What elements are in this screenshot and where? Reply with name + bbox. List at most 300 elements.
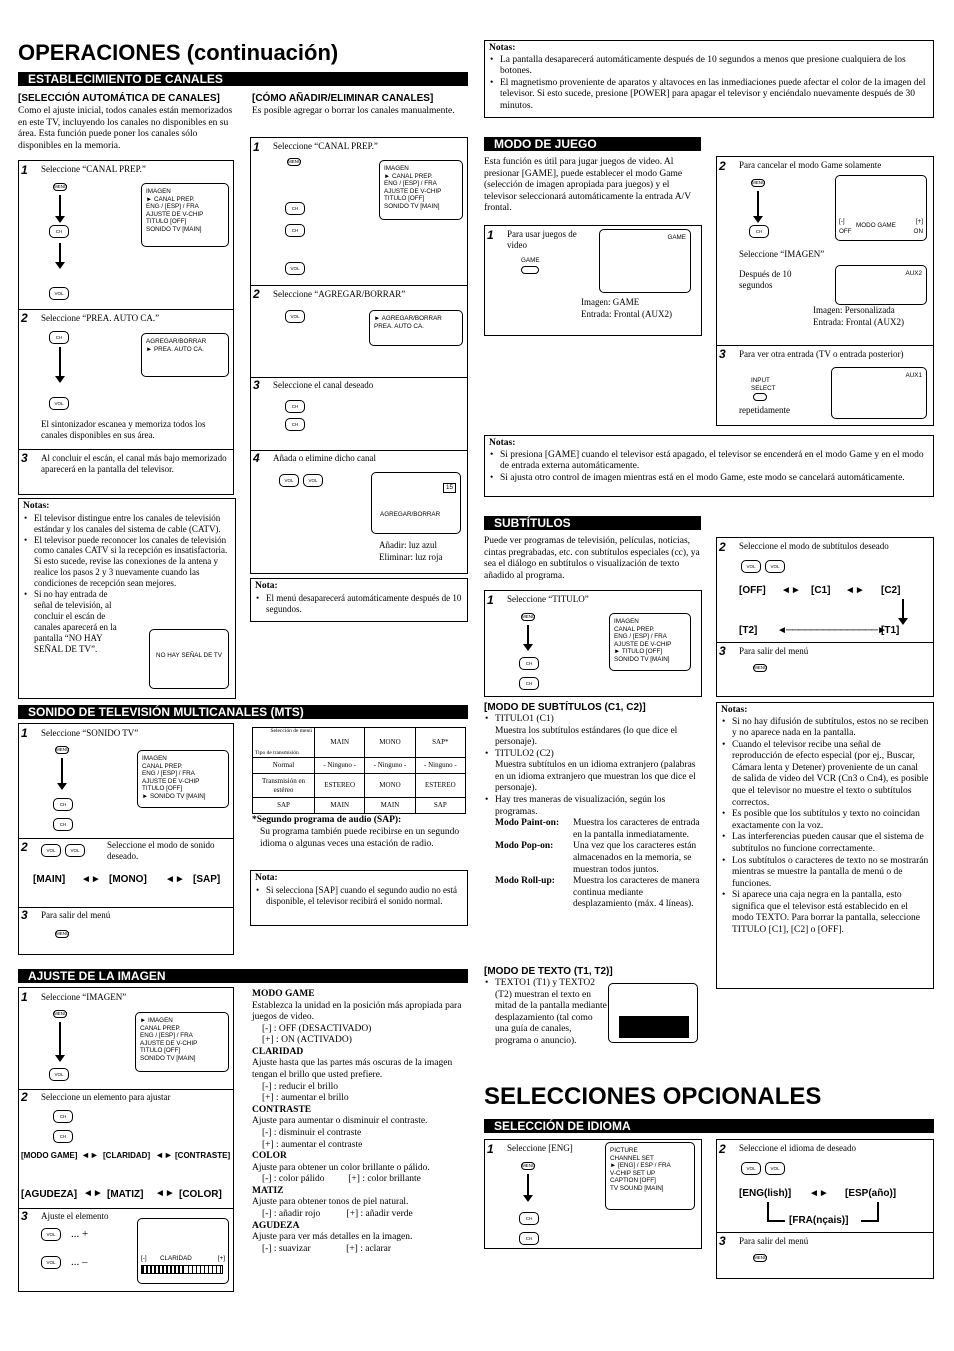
text-mode-list	[484, 978, 608, 1047]
menu-line: ► CANAL PREP.	[146, 195, 195, 203]
item-text: Establezca la unidad en la posición más apropiada para juegos de video.	[252, 1000, 462, 1023]
input-select-label: INPUT SELECT	[751, 377, 776, 392]
table-col-header: MAIN	[315, 728, 365, 758]
mts-seq-main: [MAIN]	[33, 874, 66, 885]
table-cell: - Ninguno -	[315, 758, 365, 774]
mode-key: Modo Roll-up:	[495, 876, 555, 887]
notes-title: Notas:	[489, 43, 516, 53]
note-item: • Si aparece una caja negra en la pantalla, esto significa que el televisor está establecido en el modo TEXTO. Para borrar la pantalla, seleccione TITULO [C1], [C2] o [OFF].	[721, 890, 929, 936]
aux1-screen: AUX1	[831, 367, 927, 419]
vol-button-icon: VOL	[303, 474, 323, 487]
ch-button-icon: CH	[285, 400, 305, 413]
game-mode-screen	[835, 175, 927, 241]
mode-text: Muestra subtítulos en un idioma extranjero (palabras en un idioma extranjero que muestran los que dice el personaje).	[495, 760, 696, 794]
step-text: Para cancelar el modo Game solamente	[739, 160, 882, 170]
menu-button-icon: MENU	[754, 665, 768, 670]
table-row	[253, 774, 466, 798]
arrow-both-icon: ◄►	[155, 1150, 173, 1160]
item-text: Ajuste para obtener tonos de piel natural.	[252, 1197, 409, 1208]
divider	[19, 838, 233, 839]
step-text: Seleccione “AGREGAR/BORRAR”	[273, 289, 406, 299]
table-cell: SAP	[415, 798, 465, 814]
seq-mode-game: [MODO GAME]	[21, 1151, 78, 1160]
table-cell: MAIN	[315, 798, 365, 814]
lang-steps-box	[716, 1139, 934, 1279]
arrow-both-icon: ◄►	[81, 874, 101, 885]
item-line: [-] : reducir el brillo	[262, 1081, 338, 1092]
divider	[717, 1232, 933, 1233]
note-title: Nota:	[255, 873, 278, 883]
step-number: 3	[253, 378, 260, 392]
item-heading: COLOR	[252, 1151, 287, 1162]
mts-steps-box	[18, 723, 234, 955]
vol-button-icon: VOL	[765, 560, 785, 573]
ch-button-icon: CH	[749, 225, 769, 238]
text-black-box	[619, 1016, 689, 1038]
step-text: Seleccione el modo de sonido deseado.	[107, 840, 215, 861]
item-heading: MATIZ	[252, 1185, 284, 1196]
channel-number: 15	[443, 483, 456, 493]
menu-line: TITULO [OFF]	[146, 218, 187, 226]
menu-line: ► [ENG] / ESP / FRA	[610, 1162, 671, 1170]
divider	[19, 907, 233, 908]
menu-line: SONIDO TV [MAIN]	[146, 225, 202, 233]
arrow-down-icon	[527, 625, 529, 645]
seq-contraste: [CONTRASTE]	[175, 1151, 231, 1160]
step-text: Seleccione “CANAL PREP.”	[273, 141, 378, 151]
menu-line: AJUSTE DE V-CHIP	[614, 640, 672, 648]
menu-line: TITULO [OFF]	[142, 785, 183, 793]
table-cell: SAP	[253, 798, 315, 814]
note-item: • La pantalla desaparecerá automáticamente después de 10 segundos a menos que presione cualquiera de los botones.	[489, 55, 929, 78]
menu-line: ► TITULO [OFF]	[614, 648, 663, 656]
note-item: • El televisor puede reconocer los canales de televisión como canales CATV si la recepción es insatisfactoria. Si esto sucede, revise las conexiones de la antena y realice los pasos 2 y 3 nuevamente cuando las condiciones de recepción sean mejores.	[23, 535, 231, 590]
ch-button-icon: CH	[285, 224, 305, 237]
table-row	[253, 758, 466, 774]
step-number: 3	[21, 1209, 28, 1223]
item-line: [-] : añadir rojo [+] : añadir verde	[262, 1208, 413, 1219]
menu-screen-b2	[369, 310, 463, 346]
menu-line: PICTURE	[610, 1147, 638, 1154]
text-mode-heading: [MODO DE TEXTO (T1, T2)]	[484, 966, 613, 977]
table-cell: ESTEREO	[315, 774, 365, 798]
item-line: [-] : color pálido [+] : color brillante	[262, 1174, 421, 1185]
seq-t2: [T2]	[739, 625, 758, 636]
notes-title: Notas:	[23, 501, 50, 511]
note-item: • El magnetismo proveniente de aparatos y altavoces en las inmediaciones puede afectar el color de la imagen del televisor. Si esto sucede, presione [POWER] para apagar el televisor y enciéndalo nuevamente después de 30 minutos.	[489, 78, 929, 113]
item-line: [+] : aumentar el brillo	[262, 1093, 349, 1104]
mode-title: • TITULO1 (C1)	[495, 714, 554, 724]
divider	[19, 449, 233, 450]
step-text: Seleccione “IMAGEN”	[41, 992, 127, 1002]
mode-row	[484, 818, 704, 841]
menu-line: CAPTION [OFF]	[610, 1177, 656, 1185]
seq-francais: [FRA(nçais)]	[789, 1215, 849, 1226]
bar-label: CLARIDAD	[160, 1255, 192, 1262]
arrow-down-icon	[527, 1174, 529, 1196]
menu-button-icon: MENU	[56, 931, 70, 936]
divider	[19, 1089, 233, 1090]
vol-button-icon: VOL	[741, 560, 761, 573]
mts-menu-screen	[137, 750, 229, 808]
menu-line: ► SONIDO TV [MAIN]	[142, 792, 206, 800]
section-header-language: SELECCIÓN DE IDIOMA	[484, 1119, 934, 1133]
item-text: Ajuste para ver más detalles en la imagen.	[252, 1232, 413, 1243]
step-text: Seleccione “PREA. AUTO CA.”	[41, 313, 160, 323]
step-number: 3	[21, 451, 28, 465]
arrow-both-icon: ◄►	[781, 585, 801, 596]
menu-line: ENG / [ESP] / FRA	[142, 770, 195, 778]
seq-claridad: [CLARIDAD]	[103, 1151, 151, 1160]
step-number: 1	[21, 990, 28, 1004]
game-picture-text: Imagen: GAME	[581, 297, 640, 307]
page-title-selecciones: SELECCIONES OPCIONALES	[484, 1083, 822, 1110]
menu-screen-b1	[379, 160, 463, 220]
menu-line: ENG / [ESP] / FRA	[384, 180, 437, 188]
menu-button-icon: MENU	[54, 1011, 68, 1016]
ch-button-icon: CH	[49, 331, 69, 344]
step-note: El sintonizador escanea y memoriza todos los canales disponibles en sus área.	[41, 419, 206, 440]
seq-matiz: [MATIZ]	[107, 1189, 144, 1200]
ch-button-icon: CH	[53, 1110, 73, 1123]
step-number: 3	[719, 1234, 726, 1248]
game-steps-box	[716, 156, 934, 426]
item-heading: CLARIDAD	[252, 1046, 304, 1057]
step-number: 2	[719, 540, 726, 554]
section-header-mts: SONIDO DE TELEVISIÓN MULTICANALES (MTS)	[18, 705, 468, 719]
menu-line: CHANNEL SET	[610, 1154, 654, 1162]
no-signal-screen: NO HAY SEÑAL DE TV	[149, 629, 229, 689]
cc-notes-box	[716, 702, 934, 989]
bar-plus: [+]	[217, 1255, 225, 1262]
divider	[251, 377, 467, 378]
divider	[19, 1208, 233, 1209]
table-cell: - Ninguno -	[415, 758, 465, 774]
step-text: Para salir del menú	[739, 646, 809, 656]
vol-button-icon: VOL	[49, 1068, 69, 1081]
step-text: Para usar juegos de video	[507, 229, 577, 250]
seq-espanol: [ESP(año)]	[845, 1188, 897, 1199]
step-number: 1	[487, 1142, 494, 1156]
select-imagen-text: Seleccione “IMAGEN”	[739, 249, 825, 259]
seq-agudeza: [AGUDEZA]	[21, 1189, 78, 1200]
add-channels-text: Es posible agregar o borrar los canales manualmente.	[252, 106, 455, 116]
item-line: [-] : disminuir el contraste	[262, 1127, 362, 1138]
channel-note-box	[250, 578, 468, 622]
step-number: 2	[21, 311, 28, 325]
ch-button-icon: CH	[285, 418, 305, 431]
step-number: 1	[21, 163, 28, 177]
vol-button-icon: VOL	[41, 1228, 61, 1241]
corner-top: Selección de menú	[270, 728, 312, 734]
ch-button-icon: CH	[53, 1130, 73, 1143]
table-row	[253, 798, 466, 814]
item-line: [+] : ON (ACTIVADO)	[262, 1035, 352, 1046]
ch-button-icon: CH	[519, 1212, 539, 1225]
arrow-down-icon	[757, 191, 759, 217]
seq-t1: [T1]	[881, 625, 900, 636]
connector-line	[767, 1202, 769, 1222]
step-text: Seleccione “TITULO”	[507, 594, 589, 604]
menu-line: TV SOUND [MAIN]	[610, 1184, 664, 1192]
game-intro: Esta función es útil para jugar juegos de video. Al presionar [GAME], puede establecer el modo Game (selección de imagen apropiada para juegos) y el televisor seleccionará automáticamente la entrada A/V frontal.	[484, 157, 691, 214]
aux2-screen: AUX2	[835, 265, 927, 305]
text-mode-screen	[608, 983, 698, 1043]
note-title: Nota:	[255, 581, 278, 591]
cc-steps-box	[716, 537, 934, 697]
arrow-down-icon	[59, 1022, 61, 1056]
bar-minus: [-]	[141, 1255, 147, 1262]
note-item: • Los subtítulos o caracteres de texto no se mostrarán mientras se muestre la pantalla de menú o de funciones.	[721, 856, 929, 891]
menu-button-icon: MENU	[754, 1255, 768, 1260]
step-text: Seleccione “SONIDO TV”	[41, 728, 139, 738]
vol-button-icon: VOL	[65, 844, 85, 857]
picture-steps-box	[18, 987, 234, 1292]
on-label: ON	[913, 228, 923, 235]
item-heading: MODO GAME	[252, 989, 315, 999]
sap-heading: *Segundo programa de audio (SAP):	[252, 815, 402, 825]
mts-note-box	[250, 870, 468, 926]
table-cell: Normal	[253, 758, 315, 774]
plus-label: ... +	[71, 1228, 89, 1240]
menu-line: IMAGEN	[614, 618, 639, 625]
divider	[717, 642, 933, 643]
cc-intro: Puede ver programas de televisión, películas, noticias, cintas pregrabadas, etc. con subtítulos especiales (cc), ya sea el diálogo en subtítulos o visualización de texto añadido al programa.	[484, 536, 700, 581]
ch-button-icon: CH	[53, 798, 73, 811]
table-col-header: MONO	[365, 728, 415, 758]
item-text: Ajuste hasta que las partes más oscuras de la imagen tengan el brillo que usted prefiere.	[252, 1058, 453, 1081]
section-header-cc: SUBTÍTULOS	[484, 516, 701, 530]
step-number: 2	[719, 1142, 726, 1156]
menu-line: V-CHIP SET UP	[610, 1169, 656, 1177]
seq-english: [ENG(lish)]	[739, 1188, 792, 1199]
menu-button-icon: MENU	[522, 1163, 536, 1168]
picture-text	[252, 989, 467, 1255]
game-notes-box	[484, 435, 934, 497]
connector-line	[877, 1202, 879, 1222]
claridad-bar	[141, 1265, 223, 1274]
cc-mode-list	[484, 714, 704, 911]
menu-screen-2	[141, 333, 229, 377]
page-title-operaciones: OPERACIONES (continuación)	[18, 40, 339, 65]
picture-menu-screen	[135, 1012, 229, 1072]
arrow-down-icon	[59, 243, 61, 263]
note-item: • Si no hay difusión de subtítulos, estos no se reciben y no aparece nada en la pantalla.	[721, 717, 929, 740]
vol-button-icon: VOL	[49, 397, 69, 410]
step-text: Añada o elimine dicho canal	[273, 453, 376, 463]
note-item: • Es posible que los subtítulos y texto no coincidan exactamente con la voz.	[721, 809, 929, 832]
table-col-header: SAP*	[415, 728, 465, 758]
mode-title: • TITULO2 (C2)	[495, 748, 554, 759]
connector-line	[767, 1220, 785, 1222]
vol-button-icon: VOL	[41, 844, 61, 857]
ch-button-icon: CH	[49, 225, 69, 238]
connector-line	[861, 1220, 879, 1222]
mode-item	[484, 714, 704, 749]
ch-button-icon: CH	[519, 657, 539, 670]
step-text: Seleccione “CANAL PREP.”	[41, 164, 146, 174]
cc-menu-screen	[609, 613, 691, 671]
item-heading: AGUDEZA	[252, 1220, 300, 1231]
menu-line: ENG / [ESP] / FRA	[140, 1032, 193, 1040]
claridad-screen	[137, 1218, 229, 1284]
step-number: 1	[487, 593, 494, 607]
add-channels-heading: [CÓMO AÑADIR/ELIMINAR CANALES]	[252, 93, 434, 104]
menu-button-icon: MENU	[752, 180, 766, 185]
note-item: • Cuando el televisor recibe una señal de reproducción de efecto especial (por ej., Buscar, Cámara lenta y Detener) proveniente de un canal de salida de video del VCR (Cn3 o Cn4), es posible que el televisor no muestre el texto o subtítulos correctos.	[721, 740, 929, 809]
mode-text: Muestra los subtítulos estándares (lo que dice el personaje).	[495, 725, 678, 748]
mode-key: Modo Pop-on:	[495, 841, 554, 852]
seq-off: [OFF]	[739, 585, 766, 596]
notes-title: Notas:	[721, 705, 748, 715]
menu-button-icon: MENU	[56, 747, 70, 752]
item-text: Ajuste para obtener un color brillante o pálido.	[252, 1162, 430, 1173]
table-cell: - Ninguno -	[365, 758, 415, 774]
mode-key: Modo Paint-on:	[495, 818, 560, 829]
vol-button-icon: VOL	[285, 262, 305, 275]
divider	[19, 309, 233, 310]
repeat-text: repetidamente	[739, 405, 790, 415]
vol-button-icon: VOL	[41, 1256, 61, 1269]
item-heading: CONTRASTE	[252, 1104, 312, 1115]
note-item: • Las interferencias pueden causar que el sistema de subtítulos no funcione correctamente.	[721, 832, 929, 855]
channel-screen	[371, 472, 461, 534]
mts-seq-mono: [MONO]	[109, 874, 147, 885]
menu-line: IMAGEN	[384, 165, 409, 172]
custom-picture-text: Imagen: Personalizada	[813, 305, 895, 315]
ch-button-icon: CH	[53, 818, 73, 831]
menu-line: AGREGAR/BORRAR	[146, 338, 207, 345]
note-item: • El menú desaparecerá automáticamente después de 10 segundos.	[255, 593, 463, 615]
step-number: 4	[253, 451, 260, 465]
step-number: 2	[719, 159, 726, 173]
note-item: • Si presiona [GAME] cuando el televisor está apagado, el televisor se encenderá en el modo Game y en el modo de entrada externa automáticamente.	[489, 450, 929, 473]
cc-mode-heading: [MODO DE SUBTÍTULOS (C1, C2)]	[484, 702, 646, 713]
section-header-game: MODO DE JUEGO	[484, 137, 701, 151]
menu-line: CANAL PREP.	[142, 762, 183, 770]
menu-line: ► IMAGEN	[140, 1017, 173, 1024]
step-text: Seleccione un elemento para ajustar	[41, 1092, 171, 1102]
step-number: 1	[487, 228, 494, 242]
arrow-both-icon: ◄►	[155, 1188, 175, 1199]
vol-button-icon: VOL	[279, 474, 299, 487]
ch-button-icon: CH	[285, 202, 305, 215]
step-number: 2	[253, 287, 260, 301]
lang-menu-screen	[605, 1142, 695, 1210]
menu-line: ENG / [ESP] / FRA	[614, 633, 667, 641]
step-text: Seleccione el modo de subtítulos deseado	[739, 541, 889, 551]
mts-seq-sap: [SAP]	[193, 874, 221, 885]
divider	[251, 450, 467, 451]
on-bracket: [+]	[915, 218, 923, 225]
menu-line: IMAGEN	[142, 755, 167, 762]
table-cell: MONO	[365, 774, 415, 798]
menu-screen-1	[141, 183, 229, 247]
text-mode-item: • TEXTO1 (T1) y TEXTO2 (T2) muestran el texto en mitad de la pantalla mediante desplazamiento (tal como una guía de canales, programa o anuncio).	[484, 978, 608, 1047]
menu-line: CANAL PREP.	[140, 1024, 181, 1032]
arrow-down-icon	[59, 195, 61, 217]
channel-label: AGREGAR/BORRAR	[380, 511, 441, 518]
menu-line: SONIDO TV [MAIN]	[384, 202, 440, 210]
step-number: 1	[21, 726, 28, 740]
menu-line: TITULO [OFF]	[140, 1047, 181, 1055]
divider	[251, 285, 467, 286]
step-number: 2	[21, 840, 28, 854]
game-button-label: GAME	[521, 257, 540, 264]
step-text: Ajuste el elemento	[41, 1211, 109, 1221]
game-button-icon	[521, 266, 539, 274]
seq-color: [COLOR]	[179, 1189, 222, 1200]
notes-title: Notas:	[489, 438, 516, 448]
game-screen: GAME	[599, 229, 691, 293]
vol-button-icon: VOL	[741, 1162, 761, 1175]
game-bar-label: MODO GAME	[856, 222, 896, 229]
menu-line: PREA. AUTO CA.	[374, 322, 424, 330]
arrow-long-icon: ◄───────────────►	[777, 625, 887, 636]
mts-table	[252, 727, 466, 814]
menu-line: TITULO [OFF]	[384, 195, 425, 203]
mode-value: Muestra los caracteres de manera continua mediante desplazamiento (máx. 4 líneas).	[573, 876, 700, 910]
step-text: Seleccione el idioma de deseado	[739, 1143, 856, 1153]
item-line: [-] : suavizar [+] : aclarar	[262, 1243, 392, 1254]
arrow-both-icon: ◄►	[83, 1188, 103, 1199]
step-text: Seleccione el canal deseado	[273, 380, 374, 390]
menu-button-icon: MENU	[288, 159, 302, 164]
minus-label: ... –	[71, 1256, 88, 1268]
menu-line: SONIDO TV [MAIN]	[614, 655, 670, 663]
arrow-down-icon	[59, 347, 61, 377]
mode-row	[484, 876, 704, 911]
delete-light-text: Eliminar: luz roja	[379, 552, 443, 562]
arrow-down-icon	[61, 758, 63, 784]
table-cell: ESTEREO	[415, 774, 465, 798]
auto-steps-box	[18, 160, 234, 495]
divider	[717, 345, 933, 346]
vol-button-icon: VOL	[765, 1162, 785, 1175]
ch-button-icon: CH	[519, 1232, 539, 1245]
step-text: Al concluir el escán, el canal más bajo memorizado aparecerá en la pantalla del televisor.	[41, 453, 227, 474]
top-notes-box	[484, 40, 934, 118]
corner-bottom: Tipo de transmisión	[255, 749, 299, 756]
menu-line: SONIDO TV [MAIN]	[140, 1054, 196, 1062]
auto-channels-text: Como el ajuste inicial, todos canales están memorizados en este TV, incluyendo los canales no disponibles en su área. Esta función puede poner los canales sólo disponibles en la memoria.	[18, 106, 233, 151]
arrow-both-icon: ◄►	[81, 1150, 99, 1160]
note-item: • Si ajusta otro control de imagen mientras está en el modo Game, este modo se cancelará automáticamente.	[489, 473, 929, 485]
cc-step1-box	[484, 590, 702, 697]
step-text: Seleccione [ENG]	[507, 1143, 573, 1153]
menu-line: AJUSTE DE V-CHIP	[142, 777, 200, 785]
note-item: • El televisor distingue entre los canales de televisión estándar y los canales del sistema de cable (CATV).	[23, 513, 231, 535]
step-number: 3	[719, 644, 726, 658]
menu-button-icon: MENU	[54, 184, 68, 189]
seq-c2: [C2]	[881, 585, 901, 596]
vol-button-icon: VOL	[285, 310, 305, 323]
arrow-both-icon: ◄►	[845, 585, 865, 596]
game-step1-box	[484, 225, 702, 336]
step-text: Para salir del menú	[739, 1236, 809, 1246]
off-bracket: [-]	[839, 218, 845, 225]
step-number: 3	[21, 908, 28, 922]
arrow-down-icon	[902, 599, 904, 619]
menu-line: ► PREA. AUTO CA.	[146, 345, 204, 353]
add-steps-box	[250, 137, 468, 574]
step-text: Para salir del menú	[41, 910, 111, 920]
vol-button-icon: VOL	[49, 287, 69, 300]
step-text: Para ver otra entrada (TV o entrada posterior)	[739, 349, 904, 359]
section-header-channels: ESTABLECIMIENTO DE CANALES	[18, 72, 468, 86]
menu-line: IMAGEN	[146, 188, 171, 195]
arrow-both-icon: ◄►	[809, 1188, 829, 1199]
